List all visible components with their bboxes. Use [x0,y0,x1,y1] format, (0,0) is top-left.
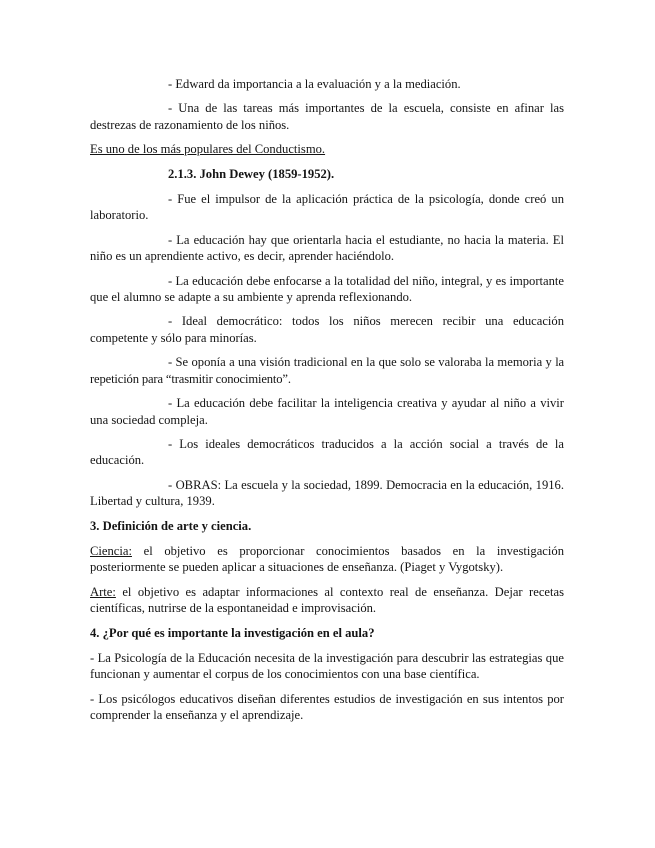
label-ciencia: Ciencia: [90,543,132,558]
paragraph-school-tasks: - Una de las tareas más importantes de la escuela, consiste en afinar las destrezas de razonamiento de los niños. [90,101,564,132]
heading-art-science: 3. Definición de arte y ciencia. [90,518,252,533]
paragraph-dewey-creative: - La educación debe facilitar la inteligencia creativa y ayudar al niño a vivir una sociedad compleja. [90,396,564,427]
text-arte: el objetivo es adaptar informaciones al contexto real de enseñanza. Dejar recetas científicas, nutrirse de la espontaneidad e improvisación. [90,584,564,616]
paragraph-dewey-traditional [90,354,564,387]
paragraph-research-strategies: - La Psicología de la Educación necesita de la investigación para descubrir las estrategias que funcionan y aumentar el corpus de los conocimientos con una base científica. [90,650,564,682]
text-ciencia: el objetivo es proporcionar conocimientos basados en la investigación posteriormente se pueden aplicar a situaciones de enseñanza. (Piaget y Vygotsky). [90,543,564,575]
heading-john-dewey: 2.1.3. John Dewey (1859-1952). [168,166,335,181]
paragraph-dewey-works: - OBRAS: La escuela y la sociedad, 1899. Democracia en la educación, 1916. Libertad y cultura, 1939. [90,477,564,509]
paragraph-dewey-totality: - La educación debe enfocarse a la totalidad del niño, integral, y es importante que el alumno se adapte a su ambiente y aprenda reflexionando. [90,273,564,305]
paragraph-conductismo [90,141,564,157]
paragraph-dewey-laboratory: - Fue el impulsor de la aplicación práctica de la psicología, donde creó un laboratorio. [90,192,564,223]
paragraph-dewey-democratic: - Ideal democrático: todos los niños merecen recibir una educación competente y sólo para minorías. [90,314,564,345]
document-page [90,76,564,732]
paragraph-edward-evaluation: - Edward da importancia a la evaluación y a la mediación. [168,77,461,91]
paragraph-research-designs: - Los psicólogos educativos diseñan diferentes estudios de investigación en sus intentos por comprender la enseñanza y el aprendizaje. [90,691,564,723]
label-arte: Arte: [90,584,116,599]
heading-research-importance: 4. ¿Por qué es importante la investigación en el aula? [90,625,375,640]
paragraph-dewey-student: - La educación hay que orientarla hacia el estudiante, no hacia la materia. El niño es un aprendiente activo, es decir, aprender haciéndolo. [90,232,564,264]
paragraph-ciencia [90,543,564,576]
paragraph-dewey-traditional-line2: la repetición para “trasmitir conocimiento”. [90,355,564,386]
paragraph-dewey-traditional-line1: - Se oponía a una visión tradicional en la que solo se valoraba la memoria y [168,355,552,370]
paragraph-dewey-ideals: - Los ideales democráticos traducidos a la acción social a través de la educación. [90,436,564,468]
underlined-conductismo: Es uno de los más populares del Conductismo. [90,142,326,157]
paragraph-arte [90,584,564,617]
